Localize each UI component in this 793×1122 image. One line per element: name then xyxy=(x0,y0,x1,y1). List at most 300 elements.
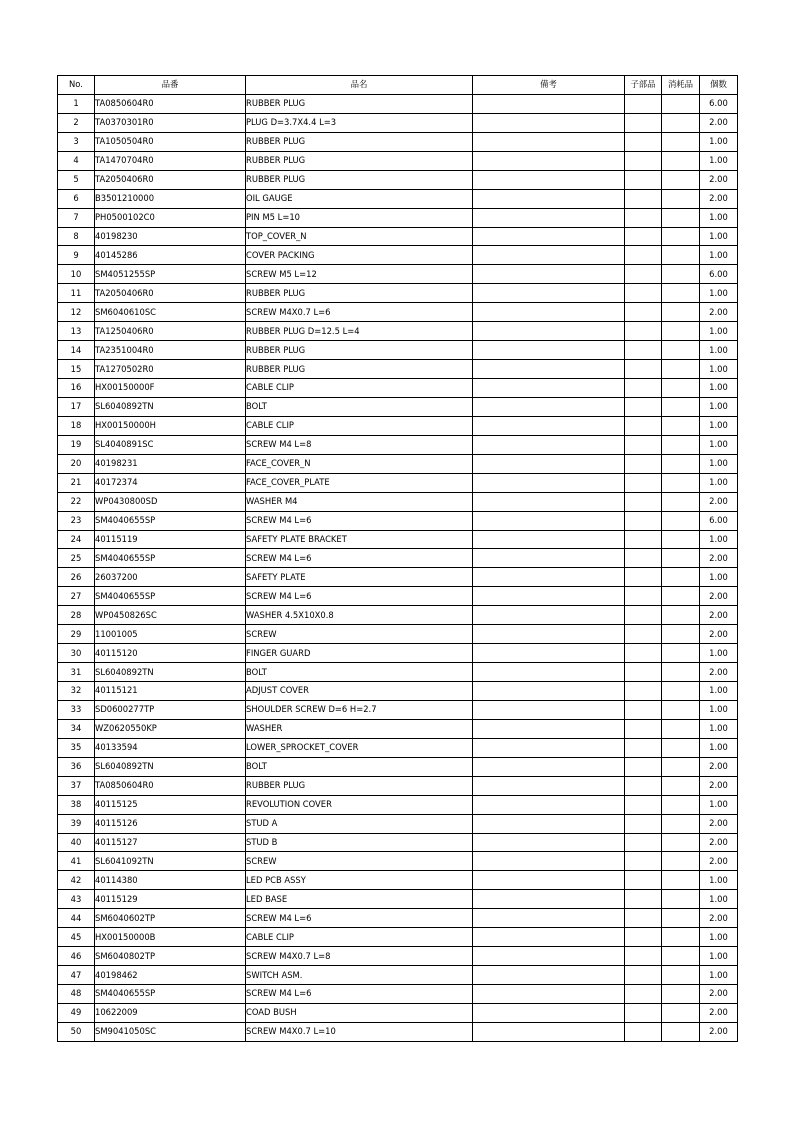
quantity-cell: 1.00 xyxy=(700,322,738,341)
part-name-cell: SCREW xyxy=(246,852,473,871)
part-number-cell: 40115121 xyxy=(95,682,246,701)
remarks-cell xyxy=(473,966,625,985)
row-number: 22 xyxy=(58,492,95,511)
part-number-cell: TA0850604R0 xyxy=(95,94,246,113)
row-number: 39 xyxy=(58,814,95,833)
sub-part-cell xyxy=(625,473,662,492)
sub-part-cell xyxy=(625,625,662,644)
sub-part-cell xyxy=(625,379,662,398)
row-number: 44 xyxy=(58,909,95,928)
part-name-cell: STUD A xyxy=(246,814,473,833)
consumable-cell xyxy=(662,1003,700,1022)
sub-part-cell xyxy=(625,757,662,776)
row-number: 29 xyxy=(58,625,95,644)
part-name-cell: COAD BUSH xyxy=(246,1003,473,1022)
row-number: 14 xyxy=(58,341,95,360)
remarks-cell xyxy=(473,757,625,776)
consumable-cell xyxy=(662,284,700,303)
table-row xyxy=(58,852,738,871)
part-name-cell: OIL GAUGE xyxy=(246,189,473,208)
consumable-cell xyxy=(662,227,700,246)
remarks-cell xyxy=(473,776,625,795)
table-row xyxy=(58,644,738,663)
table-row xyxy=(58,738,738,757)
row-number: 8 xyxy=(58,227,95,246)
part-number-cell: 40145286 xyxy=(95,246,246,265)
table-row xyxy=(58,757,738,776)
row-number: 3 xyxy=(58,132,95,151)
consumable-cell xyxy=(662,416,700,435)
header-quantity: 個数 xyxy=(700,76,738,95)
table-row xyxy=(58,303,738,322)
row-number: 27 xyxy=(58,587,95,606)
consumable-cell xyxy=(662,246,700,265)
part-name-cell: SHOULDER SCREW D=6 H=2.7 xyxy=(246,700,473,719)
part-number-cell: TA0850604R0 xyxy=(95,776,246,795)
table-row xyxy=(58,663,738,682)
part-number-cell: SM4040655SP xyxy=(95,985,246,1004)
part-number-cell: SM6040602TP xyxy=(95,909,246,928)
part-number-cell: 40115119 xyxy=(95,530,246,549)
row-number: 35 xyxy=(58,738,95,757)
table-row xyxy=(58,625,738,644)
part-number-cell: HX00150000H xyxy=(95,416,246,435)
table-row xyxy=(58,208,738,227)
remarks-cell xyxy=(473,246,625,265)
part-number-cell: TA1050504R0 xyxy=(95,132,246,151)
table-row xyxy=(58,473,738,492)
consumable-cell xyxy=(662,890,700,909)
consumable-cell xyxy=(662,1022,700,1041)
sub-part-cell xyxy=(625,511,662,530)
sub-part-cell xyxy=(625,1003,662,1022)
part-name-cell: LED PCB ASSY xyxy=(246,871,473,890)
quantity-cell: 2.00 xyxy=(700,1003,738,1022)
consumable-cell xyxy=(662,928,700,947)
remarks-cell xyxy=(473,511,625,530)
remarks-cell xyxy=(473,170,625,189)
part-name-cell: SCREW M4X0.7 L=10 xyxy=(246,1022,473,1041)
part-number-cell: WP0450826SC xyxy=(95,606,246,625)
part-name-cell: BOLT xyxy=(246,663,473,682)
table-row xyxy=(58,1022,738,1041)
sub-part-cell xyxy=(625,416,662,435)
sub-part-cell xyxy=(625,151,662,170)
sub-part-cell xyxy=(625,1022,662,1041)
row-number: 5 xyxy=(58,170,95,189)
part-number-cell: 11001005 xyxy=(95,625,246,644)
row-number: 50 xyxy=(58,1022,95,1041)
part-number-cell: 26037200 xyxy=(95,568,246,587)
consumable-cell xyxy=(662,397,700,416)
part-name-cell: FACE_COVER_N xyxy=(246,454,473,473)
consumable-cell xyxy=(662,663,700,682)
row-number: 47 xyxy=(58,966,95,985)
part-name-cell: WASHER M4 xyxy=(246,492,473,511)
part-number-cell: SM4040655SP xyxy=(95,549,246,568)
part-number-cell: SL6040892TN xyxy=(95,397,246,416)
sub-part-cell xyxy=(625,397,662,416)
quantity-cell: 1.00 xyxy=(700,151,738,170)
table-row xyxy=(58,871,738,890)
sub-part-cell xyxy=(625,909,662,928)
quantity-cell: 1.00 xyxy=(700,284,738,303)
quantity-cell: 2.00 xyxy=(700,814,738,833)
remarks-cell xyxy=(473,416,625,435)
part-number-cell: HX00150000B xyxy=(95,928,246,947)
quantity-cell: 2.00 xyxy=(700,776,738,795)
header-row xyxy=(58,76,738,95)
sub-part-cell xyxy=(625,738,662,757)
consumable-cell xyxy=(662,189,700,208)
quantity-cell: 6.00 xyxy=(700,265,738,284)
row-number: 1 xyxy=(58,94,95,113)
part-name-cell: SCREW M4 L=8 xyxy=(246,435,473,454)
row-number: 46 xyxy=(58,947,95,966)
consumable-cell xyxy=(662,94,700,113)
part-name-cell: SCREW M4X0.7 L=8 xyxy=(246,947,473,966)
quantity-cell: 2.00 xyxy=(700,606,738,625)
part-name-cell: SCREW xyxy=(246,625,473,644)
row-number: 25 xyxy=(58,549,95,568)
quantity-cell: 2.00 xyxy=(700,587,738,606)
part-name-cell: RUBBER PLUG xyxy=(246,776,473,795)
consumable-cell xyxy=(662,322,700,341)
quantity-cell: 2.00 xyxy=(700,549,738,568)
table-row xyxy=(58,454,738,473)
remarks-cell xyxy=(473,852,625,871)
part-name-cell: STUD B xyxy=(246,833,473,852)
consumable-cell xyxy=(662,700,700,719)
part-name-cell: BOLT xyxy=(246,397,473,416)
consumable-cell xyxy=(662,738,700,757)
part-name-cell: SCREW M4X0.7 L=6 xyxy=(246,303,473,322)
sub-part-cell xyxy=(625,587,662,606)
quantity-cell: 1.00 xyxy=(700,871,738,890)
quantity-cell: 6.00 xyxy=(700,511,738,530)
quantity-cell: 1.00 xyxy=(700,454,738,473)
remarks-cell xyxy=(473,227,625,246)
table-row xyxy=(58,985,738,1004)
sub-part-cell xyxy=(625,227,662,246)
table-row xyxy=(58,549,738,568)
header-part-name: 品名 xyxy=(246,76,473,95)
quantity-cell: 1.00 xyxy=(700,890,738,909)
remarks-cell xyxy=(473,985,625,1004)
part-name-cell: SWITCH ASM. xyxy=(246,966,473,985)
quantity-cell: 2.00 xyxy=(700,625,738,644)
quantity-cell: 2.00 xyxy=(700,303,738,322)
row-number: 34 xyxy=(58,719,95,738)
quantity-cell: 2.00 xyxy=(700,833,738,852)
quantity-cell: 2.00 xyxy=(700,492,738,511)
consumable-cell xyxy=(662,966,700,985)
quantity-cell: 2.00 xyxy=(700,909,738,928)
table-row xyxy=(58,966,738,985)
part-name-cell: SAFETY PLATE xyxy=(246,568,473,587)
part-name-cell: RUBBER PLUG xyxy=(246,151,473,170)
sub-part-cell xyxy=(625,549,662,568)
quantity-cell: 2.00 xyxy=(700,985,738,1004)
header-no: No. xyxy=(58,76,95,95)
part-name-cell: RUBBER PLUG xyxy=(246,94,473,113)
part-name-cell: LED BASE xyxy=(246,890,473,909)
part-number-cell: TA2050406R0 xyxy=(95,284,246,303)
sub-part-cell xyxy=(625,492,662,511)
quantity-cell: 1.00 xyxy=(700,947,738,966)
remarks-cell xyxy=(473,530,625,549)
quantity-cell: 1.00 xyxy=(700,435,738,454)
part-number-cell: 40172374 xyxy=(95,473,246,492)
sub-part-cell xyxy=(625,871,662,890)
quantity-cell: 6.00 xyxy=(700,94,738,113)
sub-part-cell xyxy=(625,284,662,303)
quantity-cell: 1.00 xyxy=(700,227,738,246)
sub-part-cell xyxy=(625,530,662,549)
row-number: 9 xyxy=(58,246,95,265)
part-number-cell: 40115120 xyxy=(95,644,246,663)
quantity-cell: 2.00 xyxy=(700,1022,738,1041)
part-number-cell: SD0600277TP xyxy=(95,700,246,719)
row-number: 45 xyxy=(58,928,95,947)
part-number-cell: 40198462 xyxy=(95,966,246,985)
row-number: 21 xyxy=(58,473,95,492)
row-number: 24 xyxy=(58,530,95,549)
consumable-cell xyxy=(662,719,700,738)
sub-part-cell xyxy=(625,454,662,473)
part-name-cell: PLUG D=3.7X4.4 L=3 xyxy=(246,113,473,132)
row-number: 40 xyxy=(58,833,95,852)
row-number: 19 xyxy=(58,435,95,454)
remarks-cell xyxy=(473,435,625,454)
row-number: 31 xyxy=(58,663,95,682)
quantity-cell: 1.00 xyxy=(700,928,738,947)
header-part-number: 品番 xyxy=(95,76,246,95)
table-row xyxy=(58,530,738,549)
part-number-cell: 40115126 xyxy=(95,814,246,833)
remarks-cell xyxy=(473,644,625,663)
quantity-cell: 1.00 xyxy=(700,132,738,151)
table-row xyxy=(58,568,738,587)
row-number: 11 xyxy=(58,284,95,303)
part-name-cell: SCREW M4 L=6 xyxy=(246,549,473,568)
consumable-cell xyxy=(662,909,700,928)
quantity-cell: 1.00 xyxy=(700,719,738,738)
sub-part-cell xyxy=(625,265,662,284)
table-row xyxy=(58,416,738,435)
table-row xyxy=(58,947,738,966)
table-row xyxy=(58,682,738,701)
table-row xyxy=(58,909,738,928)
table-row xyxy=(58,113,738,132)
quantity-cell: 1.00 xyxy=(700,208,738,227)
consumable-cell xyxy=(662,568,700,587)
sub-part-cell xyxy=(625,170,662,189)
consumable-cell xyxy=(662,511,700,530)
consumable-cell xyxy=(662,151,700,170)
parts-list-body xyxy=(58,94,738,1041)
remarks-cell xyxy=(473,303,625,322)
part-name-cell: SCREW M4 L=6 xyxy=(246,985,473,1004)
consumable-cell xyxy=(662,341,700,360)
quantity-cell: 2.00 xyxy=(700,189,738,208)
remarks-cell xyxy=(473,379,625,398)
remarks-cell xyxy=(473,94,625,113)
part-name-cell: LOWER_SPROCKET_COVER xyxy=(246,738,473,757)
row-number: 49 xyxy=(58,1003,95,1022)
part-number-cell: 40115125 xyxy=(95,795,246,814)
remarks-cell xyxy=(473,928,625,947)
sub-part-cell xyxy=(625,322,662,341)
row-number: 28 xyxy=(58,606,95,625)
part-name-cell: RUBBER PLUG xyxy=(246,341,473,360)
remarks-cell xyxy=(473,454,625,473)
remarks-cell xyxy=(473,473,625,492)
sub-part-cell xyxy=(625,719,662,738)
row-number: 23 xyxy=(58,511,95,530)
part-name-cell: CABLE CLIP xyxy=(246,379,473,398)
consumable-cell xyxy=(662,871,700,890)
remarks-cell xyxy=(473,360,625,379)
part-number-cell: 40198231 xyxy=(95,454,246,473)
row-number: 16 xyxy=(58,379,95,398)
remarks-cell xyxy=(473,871,625,890)
remarks-cell xyxy=(473,492,625,511)
consumable-cell xyxy=(662,113,700,132)
table-row xyxy=(58,776,738,795)
row-number: 15 xyxy=(58,360,95,379)
table-row xyxy=(58,928,738,947)
part-number-cell: 10622009 xyxy=(95,1003,246,1022)
part-name-cell: CABLE CLIP xyxy=(246,928,473,947)
consumable-cell xyxy=(662,947,700,966)
table-row xyxy=(58,151,738,170)
row-number: 10 xyxy=(58,265,95,284)
part-number-cell: HX00150000F xyxy=(95,379,246,398)
part-number-cell: SM4051255SP xyxy=(95,265,246,284)
parts-list-table xyxy=(57,75,738,1042)
consumable-cell xyxy=(662,360,700,379)
remarks-cell xyxy=(473,208,625,227)
row-number: 36 xyxy=(58,757,95,776)
table-row xyxy=(58,341,738,360)
remarks-cell xyxy=(473,132,625,151)
quantity-cell: 1.00 xyxy=(700,473,738,492)
part-name-cell: CABLE CLIP xyxy=(246,416,473,435)
row-number: 17 xyxy=(58,397,95,416)
part-number-cell: SL6041092TN xyxy=(95,852,246,871)
part-number-cell: PH0500102C0 xyxy=(95,208,246,227)
row-number: 26 xyxy=(58,568,95,587)
quantity-cell: 2.00 xyxy=(700,852,738,871)
sub-part-cell xyxy=(625,966,662,985)
part-number-cell: SM9041050SC xyxy=(95,1022,246,1041)
table-row xyxy=(58,606,738,625)
remarks-cell xyxy=(473,738,625,757)
part-name-cell: BOLT xyxy=(246,757,473,776)
part-name-cell: SCREW M4 L=6 xyxy=(246,587,473,606)
sub-part-cell xyxy=(625,246,662,265)
table-row xyxy=(58,795,738,814)
table-row xyxy=(58,700,738,719)
part-number-cell: TA2050406R0 xyxy=(95,170,246,189)
remarks-cell xyxy=(473,1003,625,1022)
sub-part-cell xyxy=(625,303,662,322)
row-number: 37 xyxy=(58,776,95,795)
sub-part-cell xyxy=(625,795,662,814)
table-row xyxy=(58,265,738,284)
part-name-cell: FINGER GUARD xyxy=(246,644,473,663)
sub-part-cell xyxy=(625,814,662,833)
remarks-cell xyxy=(473,265,625,284)
consumable-cell xyxy=(662,606,700,625)
row-number: 38 xyxy=(58,795,95,814)
remarks-cell xyxy=(473,113,625,132)
part-number-cell: 40115127 xyxy=(95,833,246,852)
part-name-cell: RUBBER PLUG xyxy=(246,132,473,151)
consumable-cell xyxy=(662,473,700,492)
quantity-cell: 2.00 xyxy=(700,757,738,776)
consumable-cell xyxy=(662,985,700,1004)
consumable-cell xyxy=(662,833,700,852)
remarks-cell xyxy=(473,1022,625,1041)
consumable-cell xyxy=(662,625,700,644)
quantity-cell: 1.00 xyxy=(700,966,738,985)
consumable-cell xyxy=(662,132,700,151)
sub-part-cell xyxy=(625,360,662,379)
quantity-cell: 1.00 xyxy=(700,530,738,549)
row-number: 43 xyxy=(58,890,95,909)
remarks-cell xyxy=(473,795,625,814)
remarks-cell xyxy=(473,284,625,303)
row-number: 2 xyxy=(58,113,95,132)
part-number-cell: WZ0620550KP xyxy=(95,719,246,738)
part-name-cell: SAFETY PLATE BRACKET xyxy=(246,530,473,549)
sub-part-cell xyxy=(625,568,662,587)
row-number: 4 xyxy=(58,151,95,170)
consumable-cell xyxy=(662,435,700,454)
sub-part-cell xyxy=(625,947,662,966)
row-number: 18 xyxy=(58,416,95,435)
consumable-cell xyxy=(662,303,700,322)
part-name-cell: PIN M5 L=10 xyxy=(246,208,473,227)
table-row xyxy=(58,1003,738,1022)
quantity-cell: 2.00 xyxy=(700,663,738,682)
part-number-cell: 40115129 xyxy=(95,890,246,909)
table-row xyxy=(58,397,738,416)
part-number-cell: SM4040655SP xyxy=(95,587,246,606)
part-number-cell: TA1270502R0 xyxy=(95,360,246,379)
consumable-cell xyxy=(662,644,700,663)
sub-part-cell xyxy=(625,208,662,227)
row-number: 33 xyxy=(58,700,95,719)
remarks-cell xyxy=(473,719,625,738)
part-number-cell: SL4040891SC xyxy=(95,435,246,454)
remarks-cell xyxy=(473,606,625,625)
remarks-cell xyxy=(473,397,625,416)
row-number: 20 xyxy=(58,454,95,473)
consumable-cell xyxy=(662,852,700,871)
row-number: 12 xyxy=(58,303,95,322)
quantity-cell: 1.00 xyxy=(700,700,738,719)
table-row xyxy=(58,435,738,454)
sub-part-cell xyxy=(625,852,662,871)
sub-part-cell xyxy=(625,928,662,947)
table-row xyxy=(58,284,738,303)
remarks-cell xyxy=(473,663,625,682)
table-row xyxy=(58,719,738,738)
quantity-cell: 1.00 xyxy=(700,682,738,701)
